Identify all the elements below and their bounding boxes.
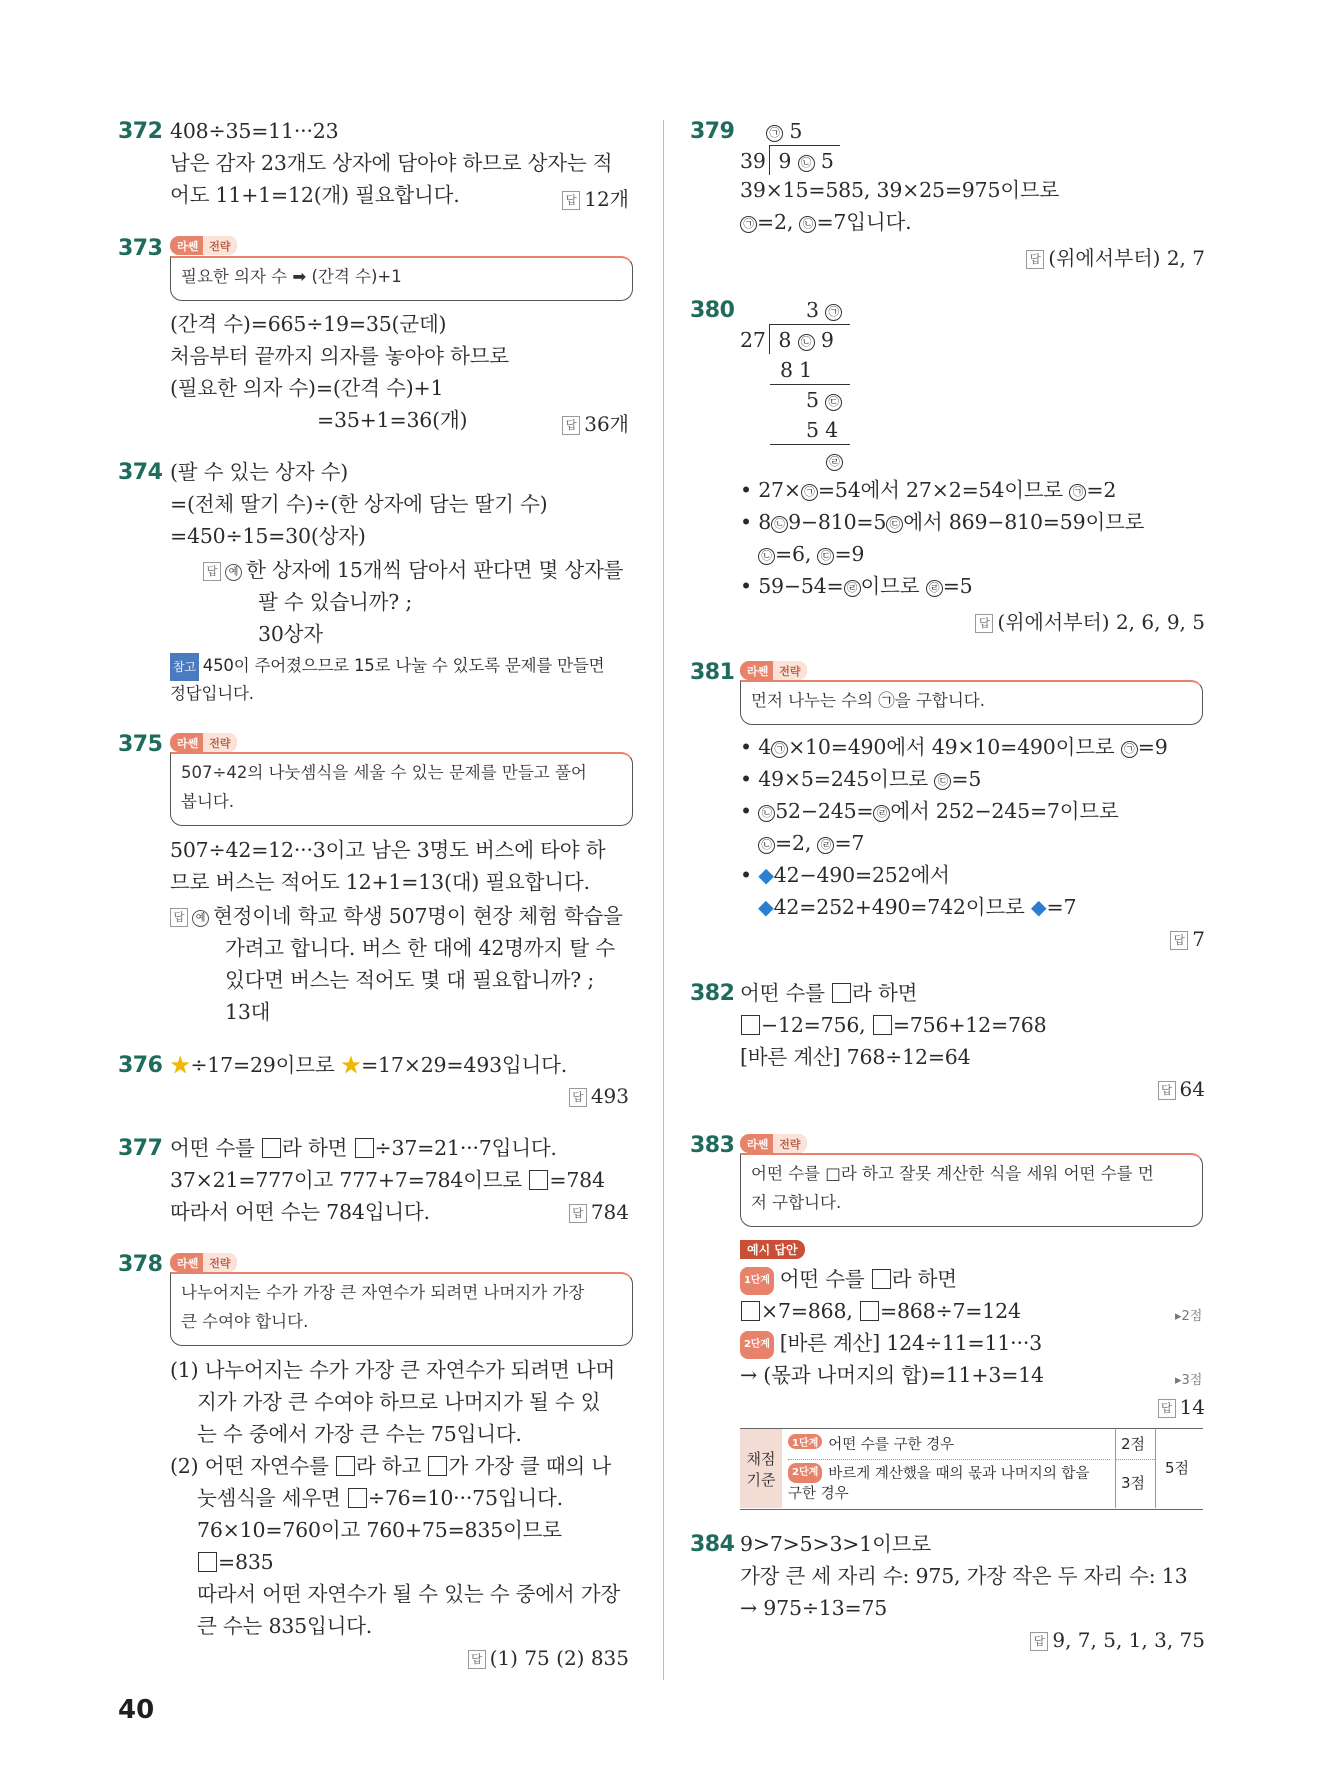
column-divider (663, 120, 664, 1680)
strategy-tag: 라쎈 전략 (170, 1253, 237, 1272)
bullet-line: • 8 ㉡ 9−810=5 ㉢ 에서 869−810=59이므로 (740, 510, 1145, 534)
solution-line: 어도 11+1=12(개) 필요합니다. (170, 183, 460, 207)
solution-line: 는 수 중에서 가장 큰 수는 75입니다. (197, 1422, 522, 1446)
bullet-line: • ◆42−490=252에서 (740, 863, 950, 887)
answer: 답 36개 (562, 408, 629, 437)
solution-line: ★÷17=29이므로 ★=17×29=493입니다. (170, 1053, 568, 1077)
problem-number: 379 (690, 119, 735, 144)
problem-number: 384 (690, 1532, 735, 1557)
solution-line: 507÷42=12···3이고 남은 3명도 버스에 타야 하 (170, 838, 606, 862)
solution-line: 눗셈식을 세우면 ÷76=10···75입니다. (197, 1486, 563, 1510)
example-answer-tag: 예시 답안 (740, 1240, 805, 1259)
solution-line: 어떤 수를 라 하면 (740, 981, 918, 1005)
bullet-line: • 27× ㉠ =54에서 27×2=54이므로 ㉠ =2 (740, 478, 1117, 502)
strategy-tag: 라쎈 전략 (170, 236, 237, 255)
answer-example: 13대 (225, 1000, 271, 1024)
star-icon: ★ (170, 1053, 191, 1077)
answer-example: 팔 수 있습니까? ; (258, 590, 413, 614)
answer: 답 64 (1158, 1077, 1205, 1101)
problem-number: 377 (118, 1136, 163, 1161)
answer: 답 (위에서부터) 2, 7 (1026, 242, 1205, 271)
strategy-box: 어떤 수를 □라 하고 잘못 계산한 식을 세워 어떤 수를 먼 저 구합니다. (740, 1153, 1203, 1227)
bullet-line: ◆42=252+490=742이므로 ◆=7 (758, 895, 1077, 919)
problem-number: 374 (118, 460, 163, 485)
answer: 답 7 (1170, 927, 1205, 951)
step-line: 1단계 어떤 수를 라 하면 (740, 1265, 957, 1295)
solution-line: 따라서 어떤 수는 784입니다. (170, 1200, 430, 1224)
scoring-label: 채점 기준 (740, 1429, 782, 1508)
answer: 답 12개 (562, 183, 629, 212)
division-step: 5 ㉢ (806, 386, 842, 414)
step-line: → (몫과 나머지의 합)=11+3=14 (740, 1363, 1044, 1387)
answer-example: 있다면 버스는 적어도 몇 대 필요합니까? ; (225, 968, 595, 992)
points: ▸3점 (1175, 1373, 1203, 1388)
dividend-row: 39 9 ㉡ 5 (740, 149, 834, 173)
bullet-line: • ㉡ 52−245= ㉣ 에서 252−245=7이므로 (740, 799, 1119, 823)
quotient: 3 ㉠ (806, 296, 842, 324)
strategy-tag: 라쎈 전략 (170, 733, 237, 752)
solution-line: −12=756, =756+12=768 (740, 1011, 1047, 1039)
solution-line: 어떤 수를 라 하면 ÷37=21···7입니다. (170, 1136, 557, 1160)
answer: 답 14 (1158, 1395, 1205, 1419)
problem-number: 383 (690, 1133, 735, 1158)
bullet-line: • 4 ㉠ ×10=490에서 49×10=490이므로 ㉠ =9 (740, 735, 1168, 759)
answer: 답 (위에서부터) 2, 6, 9, 5 (975, 606, 1205, 635)
problem-number: 381 (690, 660, 735, 685)
answer: 답 (1) 75 (2) 835 (468, 1646, 629, 1670)
solution-line: (팔 수 있는 상자 수) (170, 460, 349, 484)
diamond-icon: ◆ (758, 895, 774, 919)
solution-line: 따라서 어떤 자연수가 될 수 있는 수 중에서 가장 (197, 1582, 620, 1606)
note: 참고 450이 주어졌으므로 15로 나눌 수 있도록 문제를 만들면 (170, 652, 604, 681)
note: 정답입니다. (170, 684, 254, 703)
strategy-box: 507÷42의 나눗셈식을 세울 수 있는 문제를 만들고 풀어 봅니다. (170, 752, 633, 826)
division-step: 5 4 (806, 418, 839, 442)
score-row: 2단계 바르게 계산했을 때의 몫과 나머지의 합을 구한 경우 (788, 1463, 1089, 1504)
strategy-tag: 라쎈 전략 (740, 661, 807, 680)
step-line: ×7=868, =868÷7=124 (740, 1297, 1021, 1325)
answer-example: 30상자 (258, 622, 323, 646)
answer: 답 9, 7, 5, 1, 3, 75 (1030, 1628, 1205, 1652)
solution-line: (필요한 의자 수)=(간격 수)+1 (170, 376, 444, 400)
division-step: 8 1 (780, 358, 813, 382)
diamond-icon: ◆ (1030, 895, 1047, 919)
problem-number: 376 (118, 1053, 163, 1078)
bullet-line: ㉡ =6, ㉢ =9 (758, 540, 864, 568)
solution-line: =(전체 딸기 수)÷(한 상자에 담는 딸기 수) (170, 492, 548, 516)
quotient: ㉠ 5 (766, 117, 802, 145)
page-number: 40 (118, 1695, 155, 1725)
score-total: 5점 (1165, 1459, 1190, 1477)
answer-example: 답 예 한 상자에 15개씩 담아서 판다면 몇 상자를 (203, 556, 623, 584)
bullet-line: • 49×5=245이므로 ㉢ =5 (740, 767, 982, 791)
strategy-box: 나누어지는 수가 가장 큰 자연수가 되려면 나머지가 가장 큰 수여야 합니다. (170, 1272, 633, 1346)
solution-line: ㉠ =2, ㉡ =7입니다. (740, 208, 911, 236)
strategy-box: 필요한 의자 수 ➡ (간격 수)+1 (170, 256, 633, 301)
bullet-line: • 59−54= ㉣ 이므로 ㉣ =5 (740, 574, 973, 598)
solution-line: 지가 가장 큰 수여야 하므로 나머지가 될 수 있 (197, 1390, 601, 1414)
division-step: ㉣ (826, 446, 843, 474)
star-icon: ★ (340, 1053, 362, 1077)
solution-line: (2) 어떤 자연수를 라 하고 가 가장 클 때의 나 (170, 1454, 611, 1478)
solution-line: 39×15=585, 39×25=975이므로 (740, 178, 1060, 202)
solution-line: (간격 수)=665÷19=35(군데) (170, 312, 447, 336)
problem-number: 378 (118, 1252, 163, 1277)
problem-number: 380 (690, 298, 735, 323)
solution-line: =450÷15=30(상자) (170, 524, 366, 548)
solution-line: 처음부터 끝까지 의자를 놓아야 하므로 (170, 344, 509, 368)
solution-line: [바른 계산] 768÷12=64 (740, 1045, 971, 1069)
answer-icon: 답 (562, 191, 580, 210)
solution-line: 큰 수는 835입니다. (197, 1614, 373, 1638)
problem-number: 372 (118, 119, 163, 144)
solution-line: =835 (197, 1548, 274, 1576)
solution-line: 37×21=777이고 777+7=784이므로 =784 (170, 1168, 605, 1192)
problem-number: 373 (118, 236, 163, 261)
answer-example: 가려고 합니다. 버스 한 대에 42명까지 탈 수 (225, 936, 615, 960)
solution-line: 76×10=760이고 760+75=835이므로 (197, 1518, 562, 1542)
solution-line: → 975÷13=75 (740, 1596, 888, 1620)
score-row: 1단계 어떤 수를 구한 경우 (788, 1433, 954, 1454)
points: ▸2점 (1175, 1309, 1203, 1324)
bullet-line: ㉡ =2, ㉣ =7 (758, 829, 864, 857)
solution-line: 므로 버스는 적어도 12+1=13(대) 필요합니다. (170, 870, 590, 894)
diamond-icon: ◆ (758, 863, 774, 887)
scoring-table: 채점 기준 1단계 어떤 수를 구한 경우 2단계 바르게 계산했을 때의 몫과 나머지의 합을 구한 경우 2점 3점 5점 (740, 1428, 1203, 1510)
solution-line: 가장 큰 세 자리 수: 975, 가장 작은 두 자리 수: 13 (740, 1564, 1188, 1588)
solution-line: 9>7>5>3>1이므로 (740, 1532, 931, 1556)
step-line: 2단계 [바른 계산] 124÷11=11···3 (740, 1329, 1042, 1359)
dividend-row: 27 8 ㉡ 9 (740, 328, 834, 352)
problem-number: 382 (690, 981, 735, 1006)
answer-example: 답 예 현정이네 학교 학생 507명이 현장 체험 학습을 (170, 902, 623, 930)
solution-line: (1) 나누어지는 수가 가장 큰 자연수가 되려면 나머 (170, 1358, 616, 1382)
solution-line: 408÷35=11···23 (170, 119, 339, 143)
problem-number: 375 (118, 732, 163, 757)
solution-line: =35+1=36(개) (317, 408, 468, 432)
strategy-box: 먼저 나누는 수의 ㉠을 구합니다. (740, 680, 1203, 725)
answer: 답 784 (569, 1200, 629, 1224)
solution-line: 남은 감자 23개도 상자에 담아야 하므로 상자는 적 (170, 151, 613, 175)
strategy-tag: 라쎈 전략 (740, 1134, 807, 1153)
answer: 답 493 (569, 1084, 629, 1108)
